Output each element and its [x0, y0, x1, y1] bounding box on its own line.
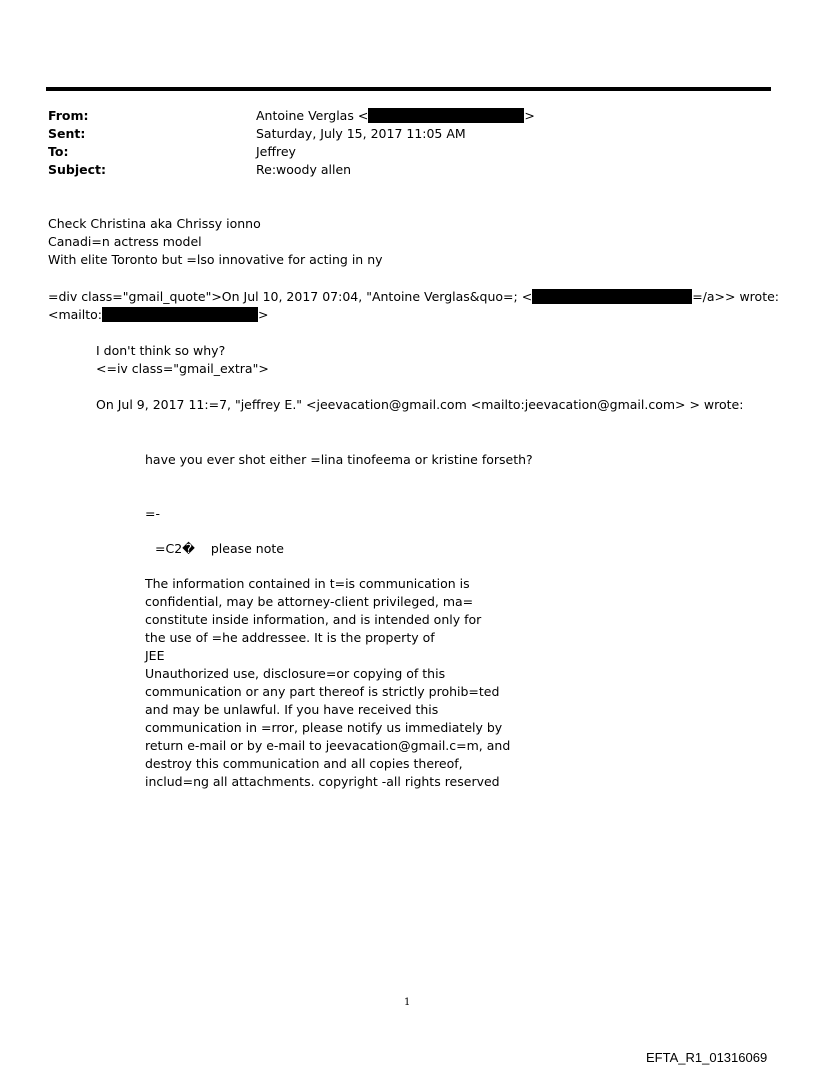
disclaimer-line: the use of =he addressee. It is the property of: [145, 630, 435, 645]
from-value-post: >: [524, 108, 535, 123]
quote-line-2-post: >: [258, 307, 269, 322]
disclaimer-line: constitute inside information, and is intended only for: [145, 612, 482, 627]
disclaimer-line: JEE: [145, 648, 165, 663]
to-label: To:: [48, 144, 69, 159]
redaction-block: [102, 307, 258, 322]
body-line: With elite Toronto but =lso innovative for acting in ny: [48, 252, 383, 267]
reply2-note: =C2� please note: [155, 541, 284, 556]
reply1-attribution: On Jul 9, 2017 11:=7, "jeffrey E." <jeevacation@gmail.com <mailto:jeevacation@gmail.com> > wrote:: [96, 397, 744, 412]
from-label: From:: [48, 108, 89, 123]
disclaimer-line: The information contained in t=is communication is: [145, 576, 470, 591]
sent-value: Saturday, July 15, 2017 11:05 AM: [256, 126, 466, 141]
body-line: Check Christina aka Chrissy ionno: [48, 216, 261, 231]
from-value-pre: Antoine Verglas <: [256, 108, 369, 123]
document-id: EFTA_R1_01316069: [646, 1050, 768, 1065]
disclaimer-line: includ=ng all attachments. copyright -all rights reserved: [145, 774, 500, 789]
from-value: [256, 107, 535, 125]
reply1-line: <=iv class="gmail_extra">: [96, 361, 269, 376]
header-rule: [46, 87, 771, 91]
disclaimer-line: communication in =rror, please notify us immediately by: [145, 720, 503, 735]
disclaimer-line: and may be unlawful. If you have received this: [145, 702, 439, 717]
redaction-block: [532, 289, 692, 304]
disclaimer-line: communication or any part thereof is strictly prohib=ted: [145, 684, 500, 699]
redaction-block: [368, 108, 524, 123]
disclaimer-line: confidential, may be attorney-client privileged, ma=: [145, 594, 474, 609]
reply2-question: have you ever shot either =lina tinofeema or kristine forseth?: [145, 452, 533, 467]
quote-line-1: [48, 288, 779, 306]
page-number: 1: [404, 997, 411, 1008]
disclaimer-line: destroy this communication and all copies thereof,: [145, 756, 463, 771]
subject-value: Re:woody allen: [256, 162, 352, 177]
sent-label: Sent:: [48, 126, 86, 141]
disclaimer-line: return e-mail or by e-mail to jeevacation@gmail.c=m, and: [145, 738, 511, 753]
quote-line-2: [48, 306, 269, 324]
disclaimer: [145, 575, 510, 791]
quote-line-1-pre: =div class="gmail_quote">On Jul 10, 2017 07:04, "Antoine Verglas&quo=; <: [48, 289, 533, 304]
quote-line-2-pre: <mailto:: [48, 307, 103, 322]
body-line: Canadi=n actress model: [48, 234, 202, 249]
reply1-line: I don't think so why?: [96, 343, 226, 358]
subject-label: Subject:: [48, 162, 106, 177]
quote-line-1-post: =/a>> wrote:: [692, 289, 779, 304]
body-text: [48, 215, 383, 269]
to-value: Jeffrey: [256, 144, 296, 159]
reply2-marker: =-: [145, 506, 160, 521]
disclaimer-line: Unauthorized use, disclosure=or copying of this: [145, 666, 446, 681]
